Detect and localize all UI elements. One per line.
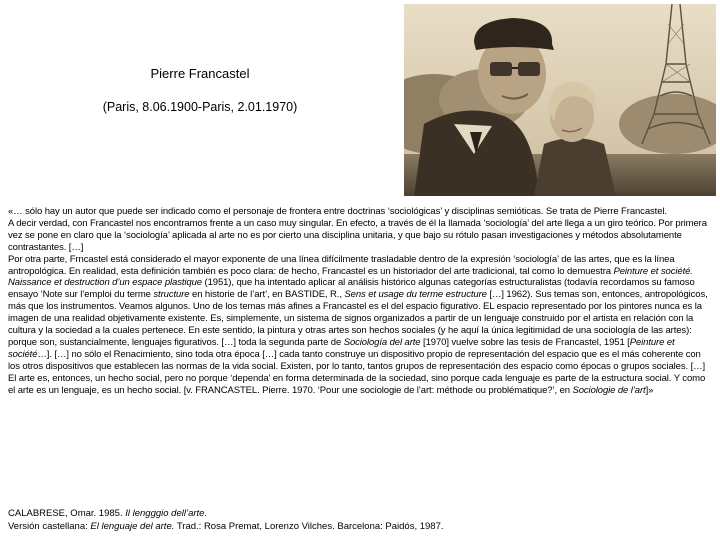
book-title: Sociologie de l’art [572, 384, 646, 396]
reference-line [8, 507, 714, 520]
quote-text-span: A decir verdad, con Francastel nos encontramos frente a un caso muy singular. En efecto, a través de él la llamada ‘sociología’ del arte llega a un giro teórico. Por primera vez se pone en claro que la ‘sociología’ aplicada al arte no es por cierto una disciplina unitaria, y que bajo su rótulo pasan investigaciones y métodos absolutamente contrastantes. […] [8, 217, 707, 253]
book-title: Peinture et société. Naissance et destruction d’un espace plastique [8, 265, 693, 289]
life-dates: (Paris, 8.06.1900-Paris, 2.01.1970) [102, 100, 298, 114]
quote-paragraph [8, 218, 714, 254]
quote-text-span: en historie de l’art’, en BASTIDE, R., [189, 289, 345, 301]
quote-paragraph [8, 254, 714, 397]
portrait-photo-icon [404, 4, 716, 196]
book-title: Peinture et société [8, 336, 675, 360]
reference-text: Trad.: Rosa Premat, Lorenzo Vilches. Barcelona: Paidós, 1987. [174, 521, 444, 532]
reference-text: Versión castellana: [8, 521, 91, 532]
reference-title: Il lengggio dell’arte. [125, 508, 208, 519]
references [8, 507, 714, 533]
quote-paragraph [8, 206, 714, 218]
quote-text-span: […] 1962). Sus temas son, entonces, antropológicos, más que los instrumentos. Veamos algunos. Uno de los temas más afines a Francastel es el del espacio figurativo. EL espacio representado por los pintores nunca es la imagen de una realidad objetivamente existente. Es, simplemente, un sistema de signos organizados a partir de un lenguaje construido por el artista en relación con la cultura y la sociedad a la cuales pertenece. En este sentido, la pintura y otras artes son hechos sociales (y he aquí la única legitimidad de una sociología de las artes): porque son, sustancialmente, lenguajes figurativos. […] toda la segunda parte de [8, 289, 708, 348]
portrait-photo [404, 4, 716, 196]
quote-text-span: ]» [645, 384, 654, 396]
quote-text-span: Por otra parte, Frncastel está considerado el mayor exponente de una línea difícilmente trasladable dentro de la expresión ‘sociología’ de las artes, que es la línea antropológica. En realidad, esta definición también es poco clara: de hecho, Francastel es un historiador del arte tradicional, tal como lo demuestra [8, 253, 675, 277]
quote-text-span: [1970] vuelve sobre las tesis de Francastel, 1951 [ [420, 336, 630, 348]
italic-term: structure [153, 289, 190, 301]
reference-text: CALABRESE, Omar. 1985. [8, 508, 126, 519]
book-title: Sociología del arte [343, 336, 421, 348]
quote-text-span: (1951), que ha intentado aplicar al análisis histórico algunas categorías estructuralistas (todavía recordamos su famoso ensayo ‘Note sur l’emploi du terme [8, 277, 695, 301]
reference-title: El lenguaje del arte. [90, 521, 175, 532]
quote-text [8, 206, 714, 397]
page-title: Pierre Francastel [150, 66, 250, 81]
reference-line [8, 520, 714, 533]
book-title: Sens et usage du terme estructure [344, 289, 487, 301]
quote-text-span: …]. […] no sólo el Renacimiento, sino toda otra época […] cada tanto construye un dispositivo propio de representación del espacio que es el más coherente con los otros dispositivos que establecen las normas de la vida social. Existen, por lo tanto, tantos grupos de representación des espacio como épocas o grupos sociales. […] El arte es, entonces, un hecho social, pero no porque ‘dependa’ en forma determinada de la sociedad, sino porque cada lenguaje es parte de la estructura social. Y como el arte es un lenguaje, es un hecho social. [v. FRANCASTEL. Pierre. 1970. ‘Pour une sociologie de l’art: méthode ou problématique?’, en [8, 348, 706, 396]
quote-text-span: «… sólo hay un autor que puede ser indicado como el personaje de frontera entre doctrinas ‘sociológicas’ y disciplinas semióticas. Se trata de Pierre Francastel. [8, 206, 667, 217]
